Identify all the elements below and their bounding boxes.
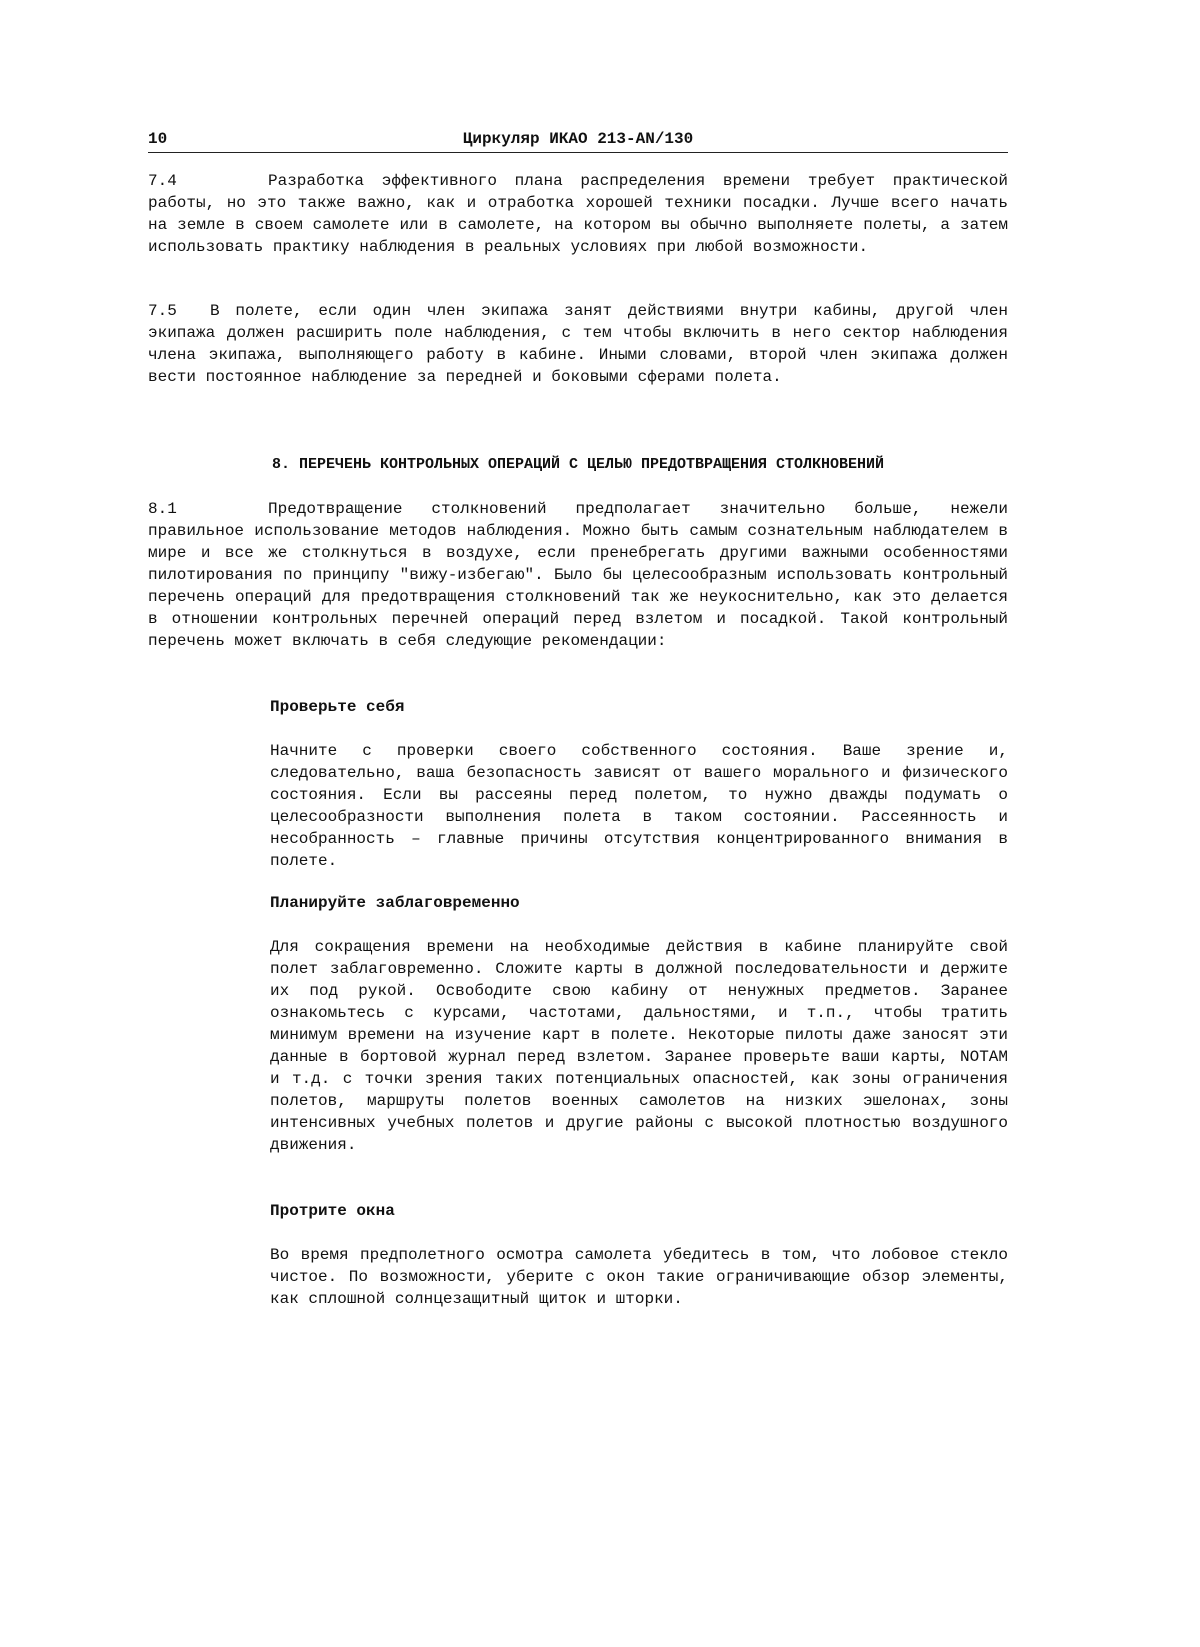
paragraph-plan-ahead: Для сокращения времени на необходимые действия в кабине планируйте свой полет заблаговременно. Сложите карты в должной последовательности и держите их под рукой. Освободите свою кабину от ненужных предметов. Заранее ознакомьтесь с курсами, частотами, дальностями, и т.п., чтобы тратить минимум времени на изучение карт в полете. Некоторые пилоты даже заносят эти данные в бортовой журнал перед взлетом. Заранее проверьте ваши карты, NOTAM и т.д. с точки зрения таких потенциальных опасностей, как зоны ограничения полетов, маршруты полетов военных самолетов на низких эшелонах, зоны интенсивных учебных полетов и другие районы с высокой плотностью воздушного движения.: [270, 938, 1008, 1154]
document-title: Циркуляр ИКАО 213-AN/130: [462, 130, 694, 148]
paragraph-text: В полете, если один член экипажа занят действиями внутри кабины, другой член экипажа должен расширить поле наблюдения, с тем чтобы включить в него сектор наблюдения члена экипажа, выполняющего работу в кабине. Иными словами, второй член экипажа должен вести постоянное наблюдение за передней и боковыми сферами полета.: [148, 302, 1008, 386]
paragraph-text: Разработка эффективного плана распределения времени требует практической работы, но это также важно, как и отработка хорошей техники посадки. Лучше всего начать на земле в своем самолете или в самолете, на котором вы обычно выполняете полеты, а затем использовать практику наблюдения в реальных условиях при любой возможности.: [148, 172, 1008, 256]
paragraph-clean-windows: Во время предполетного осмотра самолета убедитесь в том, что лобовое стекло чистое. По возможности, уберите с окон такие ограничивающие обзор элементы, как сплошной солнцезащитный щиток и шторки.: [270, 1246, 1008, 1308]
subheading-check-self: Проверьте себя: [270, 698, 405, 716]
paragraph-7-5: [148, 300, 1008, 388]
paragraph-number: 8.1: [148, 500, 177, 518]
paragraph-8-1: [148, 498, 1008, 652]
paragraph-number: 7.5: [148, 302, 177, 320]
subheading-clean-windows: Протрите окна: [270, 1202, 395, 1220]
paragraph-7-4: [148, 170, 1008, 258]
running-header: [148, 128, 1008, 153]
page-number: 10: [148, 130, 168, 148]
subheading-plan-ahead: Планируйте заблаговременно: [270, 894, 520, 912]
paragraph-check-self: Начните с проверки своего собственного состояния. Ваше зрение и, следовательно, ваша безопасность зависят от вашего морального и физического состояния. Если вы рассеяны перед полетом, то нужно дважды подумать о целесообразности выполнения полета в таком состоянии. Рассеянность и несобранность – главные причины отсутствия концентрированного внимания в полете.: [270, 742, 1008, 870]
paragraph-number: 7.4: [148, 172, 177, 190]
section-heading: 8. ПЕРЕЧЕНЬ КОНТРОЛЬНЫХ ОПЕРАЦИЙ С ЦЕЛЬЮ ПРЕДОТВРАЩЕНИЯ СТОЛКНОВЕНИЙ: [271, 456, 885, 473]
paragraph-text: Предотвращение столкновений предполагает значительно больше, нежели правильное использование методов наблюдения. Можно быть самым сознательным наблюдателем в мире и все же столкнуться в воздухе, если пренебрегать другими важными особенностями пилотирования по принципу "вижу-избегаю". Было бы целесообразным использовать контрольный перечень операций для предотвращения столкновений так же неукоснительно, как это делается в отношении контрольных перечней операций перед взлетом и посадкой. Такой контрольный перечень может включать в себя следующие рекомендации:: [148, 500, 1008, 650]
